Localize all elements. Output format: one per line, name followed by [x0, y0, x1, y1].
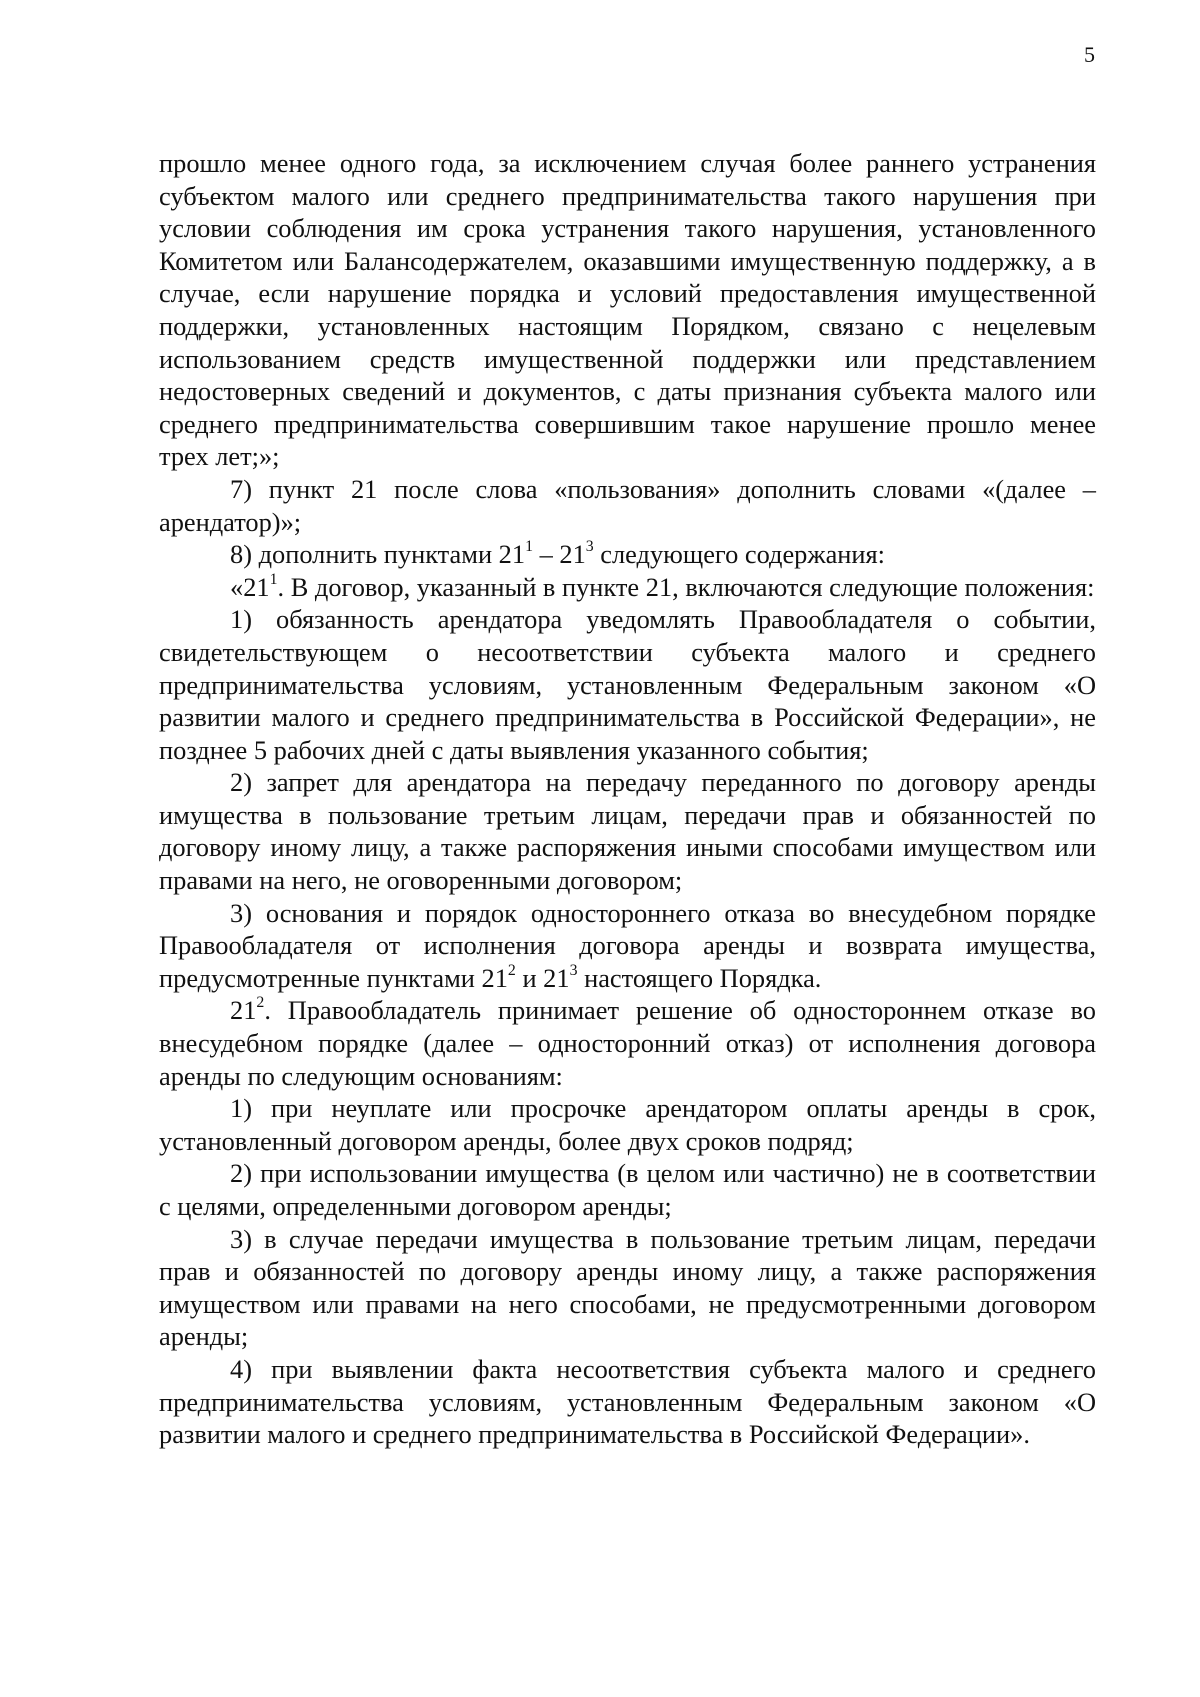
document-body	[159, 147, 1096, 1451]
text-run: 3) основания и порядок одностороннего отказа во внесудебном порядке Правообладателя от исполнения договора аренды и возврата имущества, предусмотренные пунктами 21	[159, 897, 1096, 993]
paragraph-ground-3: 3) в случае передачи имущества в пользование третьим лицам, передачи прав и обязанностей по договору аренды иному лицу, а также распоряжения имуществом или правами на него способами, не предусмотренными договором аренды;	[159, 1223, 1096, 1352]
text-run: . Правообладатель принимает решение об одностороннем отказе во внесудебном порядке (далее – односторонний отказ) от исполнения договора аренды по следующим основаниям:	[159, 995, 1096, 1091]
page-number: 5	[1084, 42, 1095, 67]
paragraph-clause-21-1	[159, 571, 1096, 604]
superscript: 1	[269, 570, 278, 588]
paragraph-ground-4: 4) при выявлении факта несоответствия субъекта малого и среднего предпринимательства условиям, установленным Федеральным законом «О развитии малого и среднего предпринимательства в Российской Федерации».	[159, 1353, 1096, 1450]
superscript: 2	[256, 994, 265, 1012]
paragraph-clause-21-2	[159, 994, 1096, 1092]
paragraph-sub-2: 2) запрет для арендатора на передачу переданного по договору аренды имущества в пользование третьим лицам, передачи прав и обязанностей по договору иному лицу, а также распоряжения иными способами имуществом или правами на него, не оговоренными договором;	[159, 767, 1096, 896]
paragraph-continuation: прошло менее одного года, за исключением случая более раннего устранения субъектом малого или среднего предпринимательства такого нарушения при условии соблюдения им срока устранения такого нарушения, установленного Комитетом или Балансодержателем, оказавшими имущественную поддержку, а в случае, если нарушение порядка и условий предоставления имущественной поддержки, установленных настоящим Порядком, связано с нецелевым использованием средств имущественной поддержки или представлением недостоверных сведений и документов, с даты признания субъекта малого или среднего предпринимательства совершившим такое нарушение прошло менее трех лет;»;	[159, 148, 1096, 472]
text-run: 21	[230, 995, 257, 1026]
paragraph-sub-3	[159, 897, 1096, 995]
text-run: настоящего Порядка.	[577, 962, 822, 993]
text-run: «21	[230, 571, 270, 602]
text-run: 8) дополнить пунктами 21	[230, 539, 526, 570]
superscript: 3	[569, 961, 578, 979]
text-run: – 21	[532, 539, 586, 570]
paragraph-sub-1: 1) обязанность арендатора уведомлять Правообладателя о событии, свидетельствующем о несоответствии субъекта малого и среднего предпринимательства условиям, установленным Федеральным законом «О развитии малого и среднего предпринимательства в Российской Федерации», не позднее 5 рабочих дней с даты выявления указанного события;	[159, 604, 1096, 765]
paragraph-item-7: 7) пункт 21 после слова «пользования» дополнить словами «(далее – арендатор)»;	[159, 473, 1096, 537]
paragraph-ground-1: 1) при неуплате или просрочке арендатором оплаты аренды в срок, установленный договором аренды, более двух сроков подряд;	[159, 1093, 1096, 1156]
paragraph-ground-2: 2) при использовании имущества (в целом или частично) не в соответствии с целями, определенными договором аренды;	[159, 1158, 1096, 1221]
superscript: 1	[525, 537, 533, 555]
text-run: и 21	[515, 962, 570, 993]
text-run: . В договор, указанный в пункте 21, включаются следующие положения:	[277, 571, 1095, 602]
text-run: следующего содержания:	[593, 539, 886, 570]
superscript: 3	[585, 537, 594, 555]
paragraph-item-8	[159, 538, 1096, 571]
superscript: 2	[507, 961, 516, 979]
